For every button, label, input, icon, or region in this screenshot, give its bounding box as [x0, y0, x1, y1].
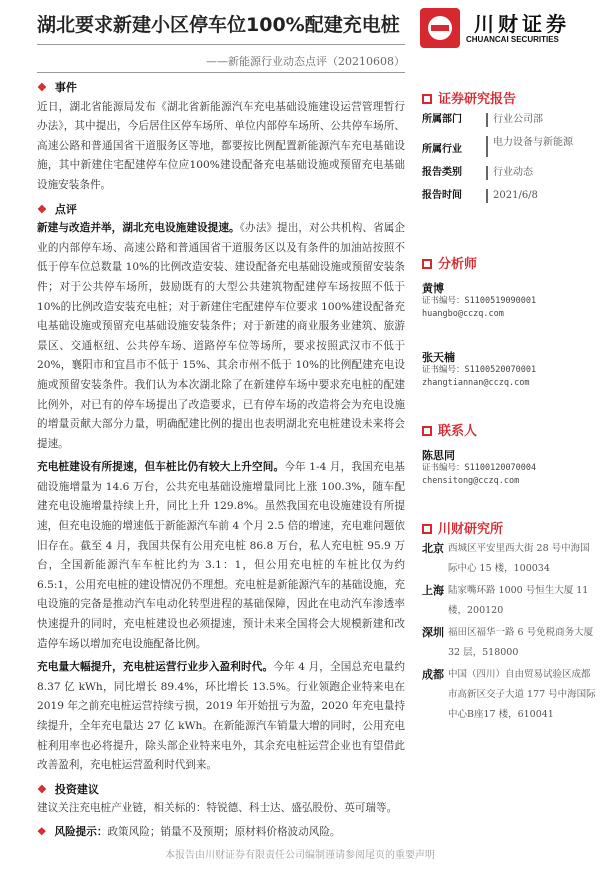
diamond-bullet-icon: ❖	[37, 782, 47, 796]
contact-cert: 证书编号：S1100120070004	[422, 463, 537, 473]
heading-text: 投资建议	[54, 782, 99, 796]
comment-paragraph-1	[37, 219, 405, 454]
diamond-bullet-icon: ❖	[37, 202, 47, 216]
analyst-name: 黄博	[422, 282, 444, 295]
risk-line	[37, 823, 405, 843]
analyst-card	[422, 351, 597, 390]
contact-card	[422, 449, 597, 488]
square-icon	[422, 94, 432, 104]
contact-heading	[422, 420, 597, 439]
event-paragraph: 近日，湖北省能源局发布《湖北省新能源汽车充电基础设施建设运营管理暂行办法》，其中提出，今后居住区停车场所、单位内部停车场所、公共停车场所、高速公路和普通国省干道服务区等地，都要按比例配置新能源汽车充电基础设施，其中新建住宅配建停车位应100%建设配备充电基础设施或预留充电基础设施安装条件。	[37, 100, 405, 191]
info-key: 报告类别	[422, 167, 462, 178]
diamond-bullet-icon: ❖	[37, 81, 47, 94]
section-invest-heading	[37, 780, 405, 800]
comment-paragraph-3	[37, 658, 405, 776]
divider	[37, 72, 405, 73]
analyst-email[interactable]: zhangtiannan@cczq.com	[422, 378, 530, 388]
heading-text: 川财研究所	[438, 522, 504, 537]
paragraph-body: 《办法》提出，对公共机构、省属企业的内部停车场、高速公路和普通国省干道服务区以及有条件的加油站按照不低于停车位总数量 10%的比例改造安装、建设配备充电基础设施或预留安装条件；对于公共停车场所，鼓励既有的大型公共建筑物配建停车场按照不低于 10%的比例改造安装充电桩；对于新建住宅配建停车位要求 100%建设配备充电基础设施或预留充电基础设施安装条件；对于新建的商业服务业建筑、旅游景区、交通枢纽、公共停车场、道路停车位等场所，要求按照武汉市不低于 20%，襄阳市和宜昌市不低于 15%、其余市州不低于 10%的比例配建充电设施或预留安装条件。我们认为本次湖北除了在新建停车场中要求充电桩的配建比例外，对已有的停车场提出了改造要求，已有停车场的改造将会为充电设施的增量贡献大部分力量，明确配建比例的提出也表明湖北充电桩建设未来将会提速。	[37, 222, 405, 450]
analyst-email[interactable]: huangbo@cczq.com	[422, 309, 504, 319]
info-row	[422, 136, 597, 157]
contact-name: 陈思同	[422, 449, 455, 462]
institute-heading	[422, 518, 597, 537]
heading-text: 事件	[54, 81, 77, 94]
report-subtitle: ——新能源行业动态点评（20210608）	[206, 55, 405, 68]
logo-text-en: CHUANCAI SECURITIES	[466, 35, 559, 44]
risk-text: 政策风险；销量不及预期；原材料价格波动风险。	[107, 825, 341, 838]
office-address: 福田区福华一路 6 号免税商务大厦 32 层，518000	[448, 627, 594, 658]
section-event-heading	[37, 78, 405, 98]
info-value: 电力设备与新能源	[486, 136, 597, 157]
info-key: 所属部门	[422, 114, 462, 125]
office-entry	[422, 539, 597, 579]
office-city: 北京	[422, 542, 444, 555]
info-key: 报告时间	[422, 190, 462, 201]
logo-mark-icon	[420, 8, 460, 48]
company-logo	[420, 8, 595, 48]
contact-email[interactable]: chensitong@cczq.com	[422, 476, 520, 486]
office-city: 上海	[422, 584, 444, 597]
paragraph-body: 今年 1-4 月，我国充电基础设施增量为 14.6 万台，公共充电基础设施增量同比上涨 100.3%，随车配建充电设施增量持续上升，同比上升 129.8%。虽然我国充电设施建设有所提速，但充电设施的增速低于新能源汽车前 4 个月 2.5 倍的增速，充电难问题依旧存在。截至 4 月，我国共保有公用充电桩 86.8 万台，私人充电桩 95.9 万台，全国新能源汽车车桩比约为 3.1：1，但公用充电桩的车桩比仅为约 6.5:1，公用充电桩的建设情况仍不理想。充电桩是新能源汽车的基础设施，充电设施的完备是推动汽车电动化转型进程的基础保障，因此在电动汽车渗透率快速提升的同时，充电桩建设也必须提速，预计未来全国将会大规模新建和改造停车场以增加充电设施配备比例。	[37, 461, 405, 650]
office-address: 西城区平安里西大街 28 号中海国际中心 15 楼，100034	[448, 543, 590, 574]
heading-text: 证券研究报告	[438, 92, 517, 107]
info-value: 行业公司部	[486, 113, 597, 127]
square-icon	[422, 524, 432, 534]
comment-paragraph-2	[37, 458, 405, 654]
analyst-card	[422, 282, 597, 321]
sidebar	[422, 88, 597, 727]
heading-text: 联系人	[438, 424, 478, 439]
report-title: 湖北要求新建小区停车位100%配建充电桩	[37, 14, 400, 36]
heading-text: 点评	[54, 202, 77, 216]
main-content	[37, 78, 405, 843]
info-row	[422, 166, 597, 180]
square-icon	[422, 259, 432, 269]
divider	[37, 44, 405, 45]
paragraph-body: 今年 4 月，全国总充电量约 8.37 亿 kWh，同比增长 89.4%，环比增长 13.5%。行业领跑企业特来电在 2019 年之前充电桩运营持续亏损，2019 年开始扭亏为盈，2020 年充电量持续提升，全年充电量达 27 亿 kWh。在新能源汽车销量大增的同时，公用充电桩利用率也必将提升，除头部企业特来电外，其余充电桩运营企业也有望借此改善盈利，充电桩运营盈利时代到来。	[37, 661, 405, 772]
office-city: 深圳	[422, 626, 444, 639]
paragraph-lead: 新建与改造并举，湖北充电设施建设提速。	[37, 222, 240, 235]
paragraph-lead: 充电量大幅提升，充电桩运营行业步入盈利时代。	[37, 661, 274, 674]
analyst-cert: 证书编号：S1100520070001	[422, 365, 537, 375]
report-info-heading	[422, 88, 597, 107]
info-value: 2021/6/8	[486, 189, 597, 203]
square-icon	[422, 426, 432, 436]
office-entry	[422, 581, 597, 621]
office-address: 中国（四川）自由贸易试验区成都市高新区交子大道 177 号中海国际中心B座17 楼，610041	[448, 669, 596, 720]
info-row	[422, 189, 597, 203]
analyst-heading	[422, 253, 597, 272]
paragraph-lead: 充电桩建设有所提速，但车桩比仍有较大上升空间。	[37, 461, 285, 474]
info-value: 行业动态	[486, 166, 597, 180]
office-city: 成都	[422, 668, 444, 681]
office-address: 陆家嘴环路 1000 号恒生大厦 11 楼，200120	[448, 585, 589, 616]
analyst-name: 张天楠	[422, 351, 455, 364]
section-comment-heading	[37, 200, 405, 220]
info-key: 所属行业	[422, 144, 462, 155]
heading-text: 分析师	[438, 257, 478, 272]
info-row	[422, 113, 597, 127]
risk-label: 风险提示：	[54, 825, 108, 838]
footer-disclaimer: 本报告由川财证券有限责任公司编制谨请参阅尾页的重要声明	[165, 849, 435, 861]
office-entry	[422, 665, 597, 725]
office-entry	[422, 623, 597, 663]
invest-paragraph: 建议关注充电桩产业链，相关标的：特锐德、科士达、盛弘股份、英可瑞等。	[37, 802, 398, 815]
logo-text-cn: 川财证券	[474, 12, 570, 36]
analyst-cert: 证书编号：S1100519090001	[422, 296, 537, 306]
diamond-bullet-icon: ❖	[37, 825, 47, 838]
